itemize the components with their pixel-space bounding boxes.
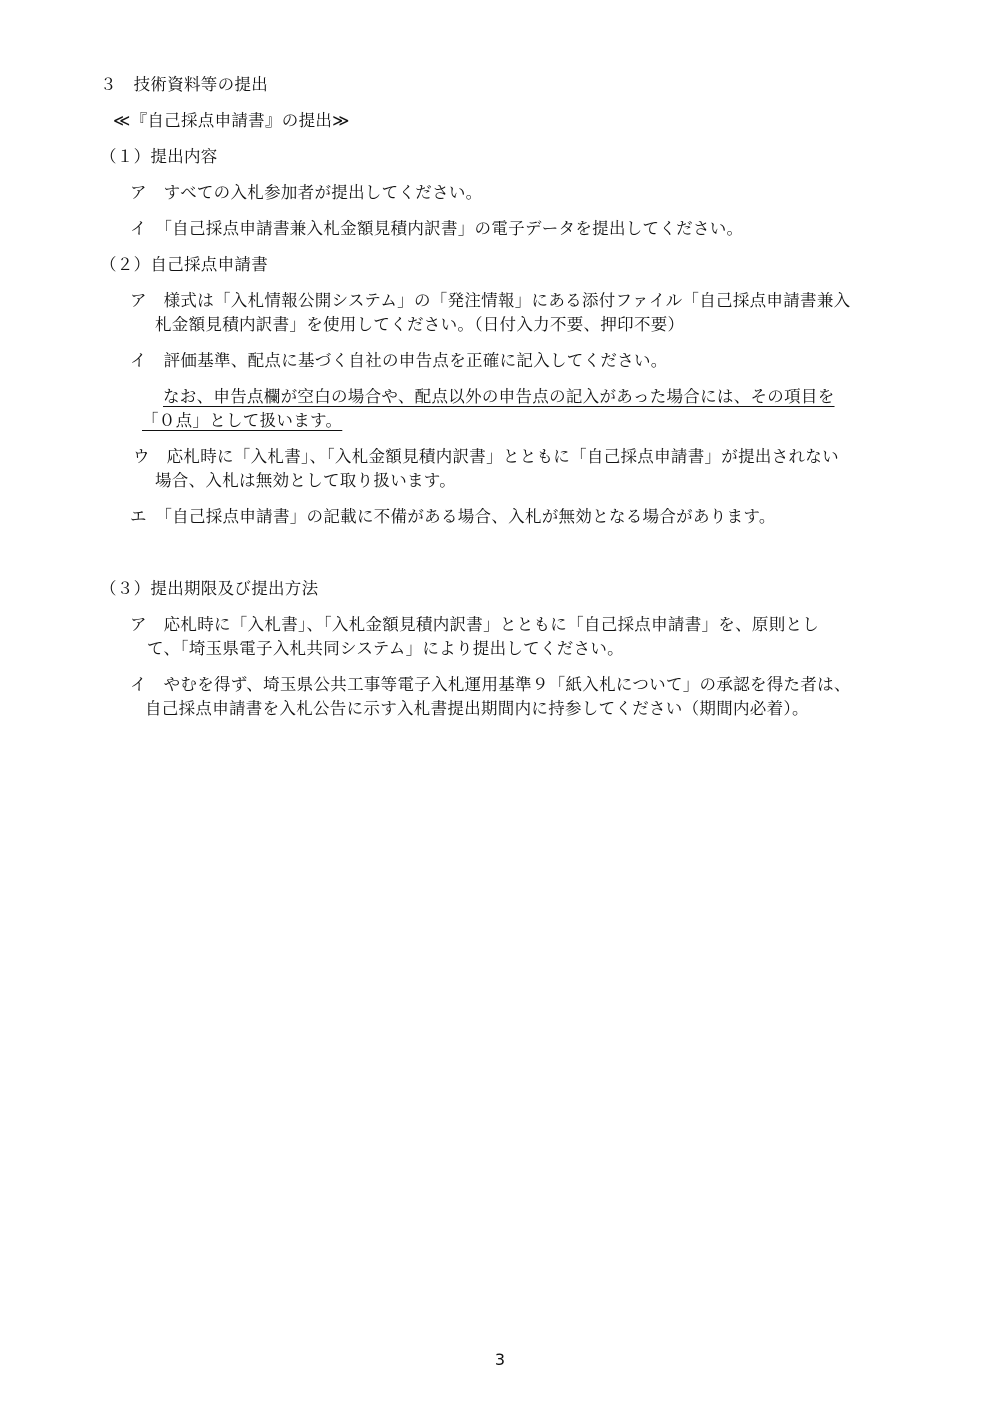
subsection3-item-a-line2: て、「埼玉県電子入札共同システム」により提出してください。 xyxy=(147,639,624,658)
subsection3-item-i-line1: イ やむを得ず、埼玉県公共工事等電子入札運用基準９「紙入札について」の承認を得た者は、 xyxy=(130,675,851,694)
subsection2-note-line2: 「０点」として扱います。 xyxy=(142,411,343,430)
subsection2-item-e: エ 「自己採点申請書」の記載に不備がある場合、入札が無効となる場合があります。 xyxy=(130,507,776,526)
subsection2-item-a-line2: 札金額見積内訳書」を使用してください。（日付入力不要、押印不要） xyxy=(155,315,685,334)
page-number: 3 xyxy=(494,1350,506,1369)
subsection2-item-i: イ 評価基準、配点に基づく自社の申告点を正確に記入してください。 xyxy=(130,351,668,370)
subsection3-item-a-line1: ア 応札時に「入札書」、「入札金額見積内訳書」とともに「自己採点申請書」を、原則とし xyxy=(130,615,820,634)
section-subtitle: ≪『自己採点申請書』の提出≫ xyxy=(113,111,350,130)
subsection2-heading: （２）自己採点申請書 xyxy=(100,255,268,274)
subsection1-heading: （１）提出内容 xyxy=(100,147,218,166)
subsection2-note-line1: なお、申告点欄が空白の場合や、配点以外の申告点の記入があった場合には、その項目を xyxy=(163,387,835,406)
subsection3-heading: （３）提出期限及び提出方法 xyxy=(100,579,319,598)
subsection2-item-u-line1: ウ 応札時に「入札書」、「入札金額見積内訳書」とともに「自己採点申請書」が提出されない xyxy=(133,447,839,466)
section-title: ３ 技術資料等の提出 xyxy=(100,75,268,94)
subsection2-item-u-line2: 場合、入札は無効として取り扱います。 xyxy=(155,471,457,490)
subsection1-item-a: ア すべての入札参加者が提出してください。 xyxy=(130,183,483,202)
subsection3-item-i-line2: 自己採点申請書を入札公告に示す入札書提出期間内に持参してください（期間内必着）。 xyxy=(145,699,809,718)
subsection2-item-a-line1: ア 様式は「入札情報公開システム」の「発注情報」にある添付ファイル「自己採点申請書兼入 xyxy=(130,291,851,310)
subsection1-item-i: イ 「自己採点申請書兼入札金額見積内訳書」の電子データを提出してください。 xyxy=(130,219,744,238)
